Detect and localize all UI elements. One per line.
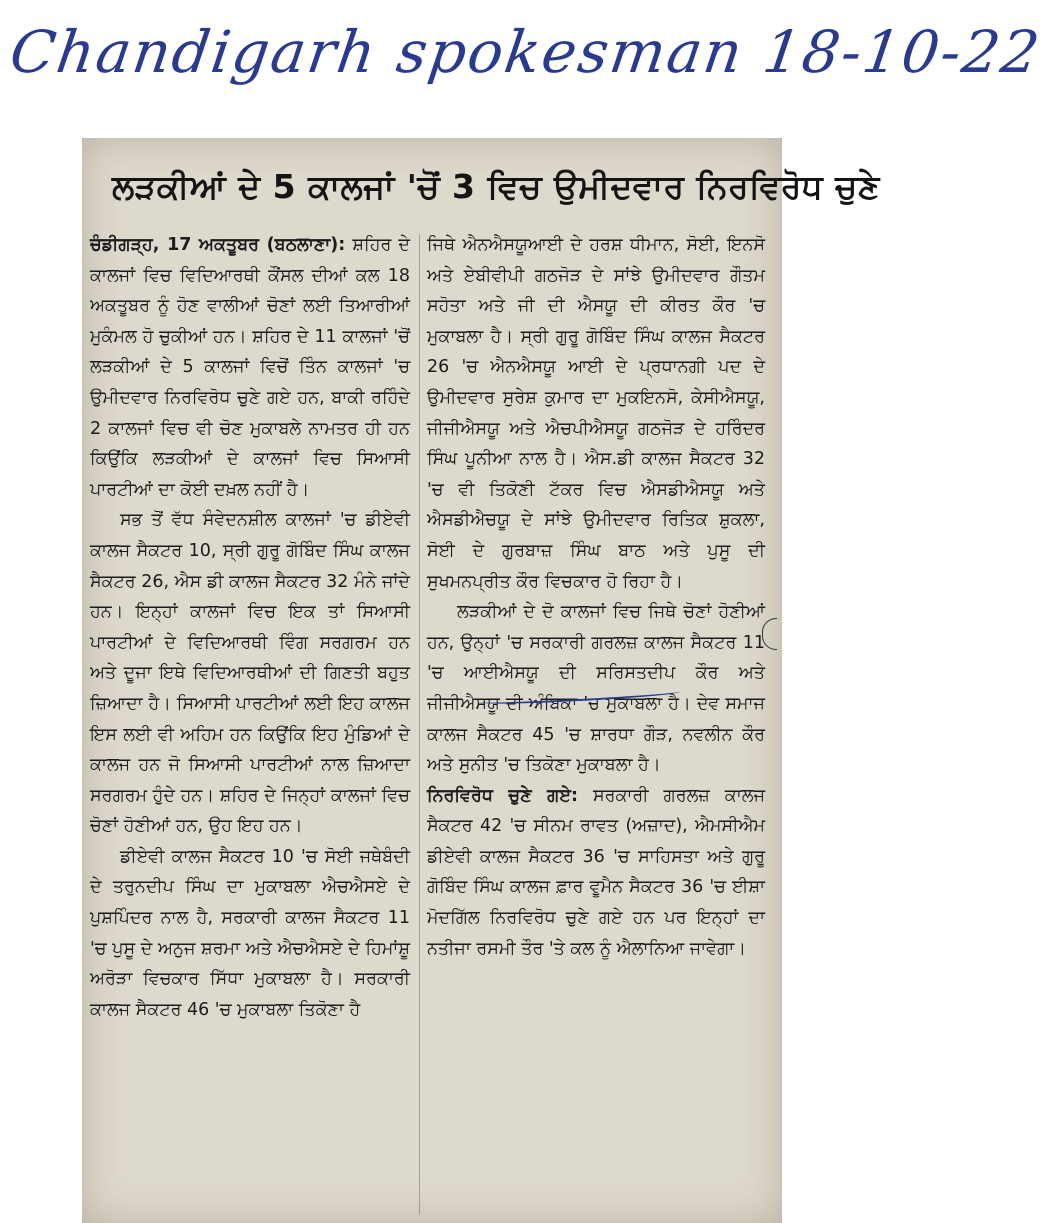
article-paragraph: ਲੜਕੀਆਂ ਦੇ ਦੋ ਕਾਲਜਾਂ ਵਿਚ ਜਿਥੇ ਚੋਣਾਂ ਹੋਣੀਆਂ ਹਨ, ਉਨ੍ਹਾਂ 'ਚ ਸਰਕਾਰੀ ਗਰਲਜ਼ ਕਾਲਜ ਸੈਕਟਰ 11 'ਚ ਆਈਐਸਯੂ ਦੀ ਸਰਿਸਤਦੀਪ ਕੌਰ ਅਤੇ ਜੀਜੀਐਸਯੂ ਦੀ ਅੰਬਿਕਾ 'ਚ ਮੁਕਾਬਲਾ ਹੈ। ਦੇਵ ਸਮਾਜ ਕਾਲਜ ਸੈਕਟਰ 45 'ਚ ਸ਼ਾਰਧਾ ਗੌੜ, ਨਵਲੀਨ ਕੌਰ ਅਤੇ ਸੁਨੀਤ 'ਚ ਤਿਕੋਣਾ ਮੁਕਾਬਲਾ ਹੈ। (427, 602, 765, 776)
handwritten-source-note: Chandigarh spokesman 18-10-22 (6, 18, 1045, 86)
article-paragraph-text: ਸਰਕਾਰੀ ਗਰਲਜ਼ ਕਾਲਜ ਸੈਕਟਰ 42 'ਚ ਸੀਨਮ ਰਾਵਤ (ਅਜ਼ਾਦ), ਐਮਸੀਐਮ ਡੀਏਵੀ ਕਾਲਜ ਸੈਕਟਰ 36 'ਚ ਸਾਹਿਸਤਾ ਅਤੇ ਗੁਰੂ ਗੋਬਿੰਦ ਸਿੰਘ ਕਾਲਜ ਫ਼ਾਰ ਵੂਮੈਨ ਸੈਕਟਰ 36 'ਚ ਈਸ਼ਾ ਮੋਦਗਿੱਲ ਨਿਰਵਿਰੋਧ ਚੁਣੇ ਗਏ ਹਨ ਪਰ ਇਨ੍ਹਾਂ ਦਾ ਨਤੀਜਾ ਰਸਮੀ ਤੌਰ 'ਤੇ ਕਲ ਨੂੰ ਐਲਾਨਿਆ ਜਾਵੇਗਾ। (427, 785, 766, 959)
article-paragraph (427, 781, 765, 965)
article-subhead: ਨਿਰਵਿਰੋਧ ਚੁਣੇ ਗਏ: (427, 785, 578, 806)
article-paragraph: ਜਿਥੇ ਐਨਐਸਯੂਆਈ ਦੇ ਹਰਸ਼ ਧੀਮਾਨ, ਸੋਈ, ਇਨਸੋ ਅਤੇ ਏਬੀਵੀਪੀ ਗਠਜੋੜ ਦੇ ਸਾਂਝੇ ਉਮੀਦਵਾਰ ਗੌਤਮ ਸਹੋਤਾ ਅਤੇ ਜੀ ਦੀ ਐਸਯੂ ਦੀ ਕੀਰਤ ਕੌਰ 'ਚ ਮੁਕਾਬਲਾ ਹੈ। ਸ੍ਰੀ ਗੁਰੂ ਗੋਬਿੰਦ ਸਿੰਘ ਕਾਲਜ ਸੈਕਟਰ 26 'ਚ ਐਨਐਸਯੂ ਆਈ ਦੇ ਪ੍ਰਧਾਨਗੀ ਪਦ ਦੇ ਉਮੀਦਵਾਰ ਸੁਰੇਸ਼ ਕੁਮਾਰ ਦਾ ਮੁਕਇਨਸੋ, ਕੇਸੀਐਸਯੂ, ਜੀਜੀਐਸਯੂ ਅਤੇ ਐਚਪੀਐਸਯੂ ਗਠਜੋੜ ਦੇ ਹਰਿੰਦਰ ਸਿੰਘ ਪੂਨੀਆ ਨਾਲ ਹੈ। ਐਸ.ਡੀ ਕਾਲਜ ਸੈਕਟਰ 32 'ਚ ਵੀ ਤਿਕੋਣੀ ਟੱਕਰ ਵਿਚ ਐਸਡੀਐਸਯੂ ਅਤੇ ਐਸਡੀਐਚਯੂ ਦੇ ਸਾਂਝੇ ਉਮੀਦਵਾਰ ਰਿਤਿਕ ਸ਼ੁਕਲਾ, ਸੋਈ ਦੇ ਗੁਰਬਾਜ਼ ਸਿੰਘ ਬਾਠ ਅਤੇ ਪੁਸੂ ਦੀ ਸੁਖਮਨਪ੍ਰੀਤ ਕੌਰ ਵਿਚਕਾਰ ਹੋ ਰਿਹਾ ਹੈ। (427, 235, 765, 592)
article-column-right (427, 230, 765, 964)
article-paragraph (90, 230, 410, 505)
column-divider (419, 234, 420, 1214)
article-paragraph-text: ਸ਼ਹਿਰ ਦੇ ਕਾਲਜਾਂ ਵਿਚ ਵਿਦਿਆਰਥੀ ਕੌਂਸਲ ਦੀਆਂ ਕਲ 18 ਅਕਤੂਬਰ ਨੂੰ ਹੋਣ ਵਾਲੀਆਂ ਚੋਣਾਂ ਲਈ ਤਿਆਰੀਆਂ ਮੁਕੰਮਲ ਹੋ ਚੁਕੀਆਂ ਹਨ। ਸ਼ਹਿਰ ਦੇ 11 ਕਾਲਜਾਂ 'ਚੋਂ ਲੜਕੀਆਂ ਦੇ 5 ਕਾਲਜਾਂ ਵਿਚੋਂ ਤਿੰਨ ਕਾਲਜਾਂ 'ਚ ਉਮੀਦਵਾਰ ਨਿਰਵਿਰੋਧ ਚੁਣੇ ਗਏ ਹਨ, ਬਾਕੀ ਰਹਿੰਦੇ 2 ਕਾਲਜਾਂ ਵਿਚ ਵੀ ਚੋਣ ਮੁਕਾਬਲੇ ਨਾਮਤਰ ਹੀ ਹਨ ਕਿਉਂਕਿ ਲੜਕੀਆਂ ਦੇ ਕਾਲਜਾਂ ਵਿਚ ਸਿਆਸੀ ਪਾਰਟੀਆਂ ਦਾ ਕੋਈ ਦਖ਼ਲ ਨਹੀਂ ਹੈ। (90, 235, 410, 500)
article-column-left (90, 230, 410, 1025)
article-paragraph: ਸਭ ਤੋਂ ਵੱਧ ਸੰਵੇਦਨਸ਼ੀਲ ਕਾਲਜਾਂ 'ਚ ਡੀਏਵੀ ਕਾਲਜ ਸੈਕਟਰ 10, ਸ੍ਰੀ ਗੁਰੂ ਗੋਬਿੰਦ ਸਿੰਘ ਕਾਲਜ ਸੈਕਟਰ 26, ਐਸ ਡੀ ਕਾਲਜ ਸੈਕਟਰ 32 ਮੰਨੇ ਜਾਂਦੇ ਹਨ। ਇਨ੍ਹਾਂ ਕਾਲਜਾਂ ਵਿਚ ਇਕ ਤਾਂ ਸਿਆਸੀ ਪਾਰਟੀਆਂ ਦੇ ਵਿਦਿਆਰਥੀ ਵਿੰਗ ਸਰਗਰਮ ਹਨ ਅਤੇ ਦੂਜਾ ਇਥੇ ਵਿਦਿਆਰਥੀਆਂ ਦੀ ਗਿਣਤੀ ਬਹੁਤ ਜ਼ਿਆਦਾ ਹੈ। ਸਿਆਸੀ ਪਾਰਟੀਆਂ ਲਈ ਇਹ ਕਾਲਜ ਇਸ ਲਈ ਵੀ ਅਹਿਮ ਹਨ ਕਿਉਂਕਿ ਇਹ ਮੁੰਡਿਆਂ ਦੇ ਕਾਲਜ ਹਨ ਜੋ ਸਿਆਸੀ ਪਾਰਟੀਆਂ ਨਾਲ ਜ਼ਿਆਦਾ ਸਰਗਰਮ ਹੁੰਦੇ ਹਨ। ਸ਼ਹਿਰ ਦੇ ਜਿਨ੍ਹਾਂ ਕਾਲਜਾਂ ਵਿਚ ਚੋਣਾਂ ਹੋਣੀਆਂ ਹਨ, ਉਹ ਇਹ ਹਨ। (90, 510, 410, 837)
newspaper-clipping (82, 138, 880, 1223)
article-paragraph: ਡੀਏਵੀ ਕਾਲਜ ਸੈਕਟਰ 10 'ਚ ਸੋਈ ਜਥੇਬੰਦੀ ਦੇ ਤਰੁਨਦੀਪ ਸਿੰਘ ਦਾ ਮੁਕਾਬਲਾ ਐਚਐਸਏ ਦੇ ਪੁਸ਼ਪਿੰਦਰ ਨਾਲ ਹੈ, ਸਰਕਾਰੀ ਕਾਲਜ ਸੈਕਟਰ 11 'ਚ ਪੁਸੂ ਦੇ ਅਨੁਜ ਸ਼ਰਮਾ ਅਤੇ ਐਚਐਸਏ ਦੇ ਹਿਮਾਂਸ਼ੂ ਅਰੋੜਾ ਵਿਚਕਾਰ ਸਿੱਧਾ ਮੁਕਾਬਲਾ ਹੈ। ਸਰਕਾਰੀ ਕਾਲਜ ਸੈਕਟਰ 46 'ਚ ਮੁਕਾਬਲਾ ਤਿਕੋਣਾ ਹੈ (90, 846, 410, 1020)
article-dateline: ਚੰਡੀਗੜ੍ਹ, 17 ਅਕਤੂਬਰ (ਬਠਲਾਣਾ): (90, 235, 346, 255)
article-headline: ਲੜਕੀਆਂ ਦੇ 5 ਕਾਲਜਾਂ 'ਚੋਂ 3 ਵਿਚ ਉਮੀਦਵਾਰ ਨਿਰਵਿਰੋਧ ਚੁਣੇ (112, 167, 880, 206)
